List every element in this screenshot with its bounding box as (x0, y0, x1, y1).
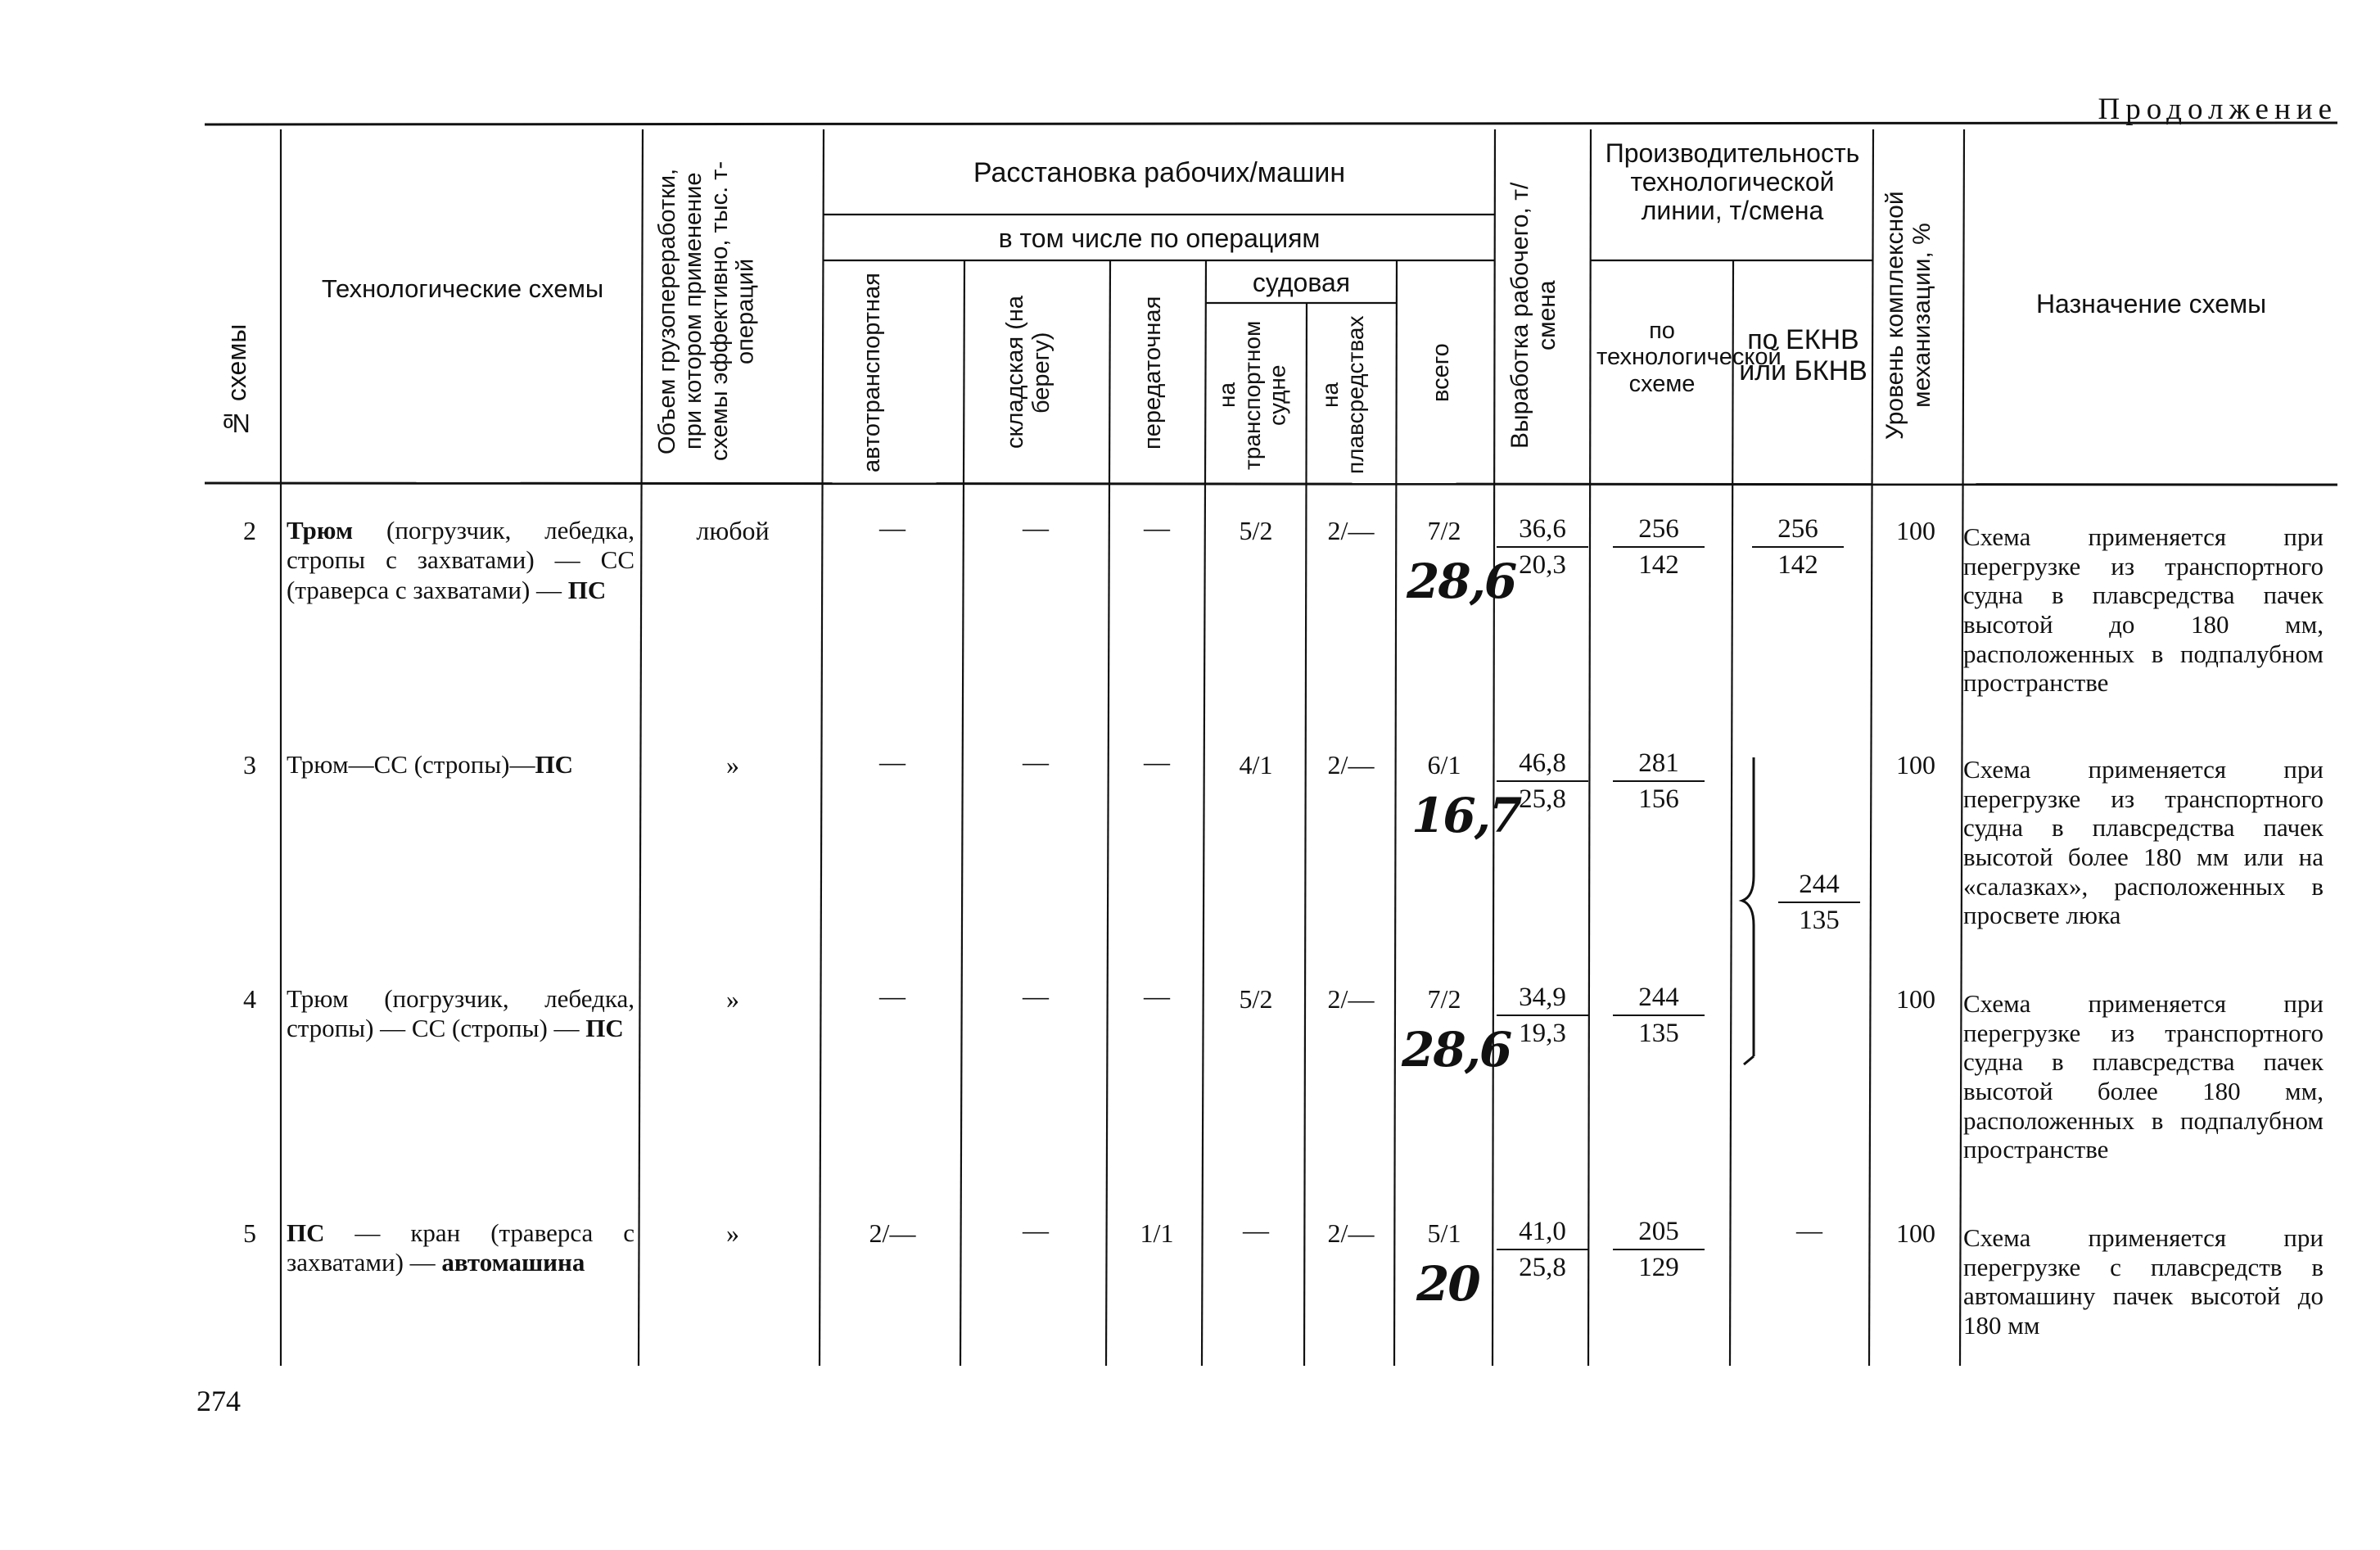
header-output: Выработка рабочего, т/смена (1506, 182, 1560, 449)
row-4-output: $\frac{34,9}{19,3}$ (1497, 983, 1588, 1049)
row-5-total: 5/1 (1427, 1218, 1461, 1248)
row-5-volume: » (726, 1218, 739, 1248)
header-incl-ops: в том числе по операциям (998, 224, 1321, 253)
header-purpose: Назначение схемы (2035, 289, 2267, 319)
row-4-productivity: $\frac{244}{135}$ (1613, 983, 1705, 1049)
header-warehouse: складская (на берегу) (1002, 296, 1055, 450)
header-productivity: Производительность технологической линии, т/смена (1605, 138, 1860, 226)
row-3-output: $\frac{46,8}{25,8}$ (1497, 748, 1588, 815)
header-tech-schemes: Технологические схемы (321, 274, 604, 303)
row-3-mech: 100 (1896, 750, 1935, 780)
header-mech-level: Уровень комплексной механизации, % (1881, 191, 1935, 440)
row-5-mech: 100 (1896, 1218, 1935, 1248)
row-2-on-ship: 5/2 (1239, 516, 1273, 545)
row-5-warehouse: — (1023, 1215, 1049, 1245)
header-scheme-number: № схемы (222, 323, 251, 438)
row-2-purpose: Схема применяется при перегрузке из транспортного судна в плавсредства пачек высотой до 180 мм, расположенных в подпалубном пространстве (1963, 522, 2324, 698)
row-4-volume: » (726, 984, 739, 1014)
row-2-eknv: $\frac{256}{142}$ (1752, 514, 1844, 581)
row-2-productivity: $\frac{256}{142}$ (1613, 514, 1705, 581)
row-5-on-floating: 2/— (1327, 1218, 1375, 1248)
header-on-transport-ship: на транспортном судне (1214, 320, 1290, 470)
row-4-transfer: — (1144, 981, 1170, 1010)
row-4-on-floating: 2/— (1327, 984, 1375, 1014)
row-2-auto: — (879, 513, 905, 542)
page-number: 274 (196, 1385, 241, 1417)
row-3-on-ship: 4/1 (1239, 750, 1273, 780)
row-5-eknv: — (1796, 1215, 1822, 1245)
row-4-tech-scheme: Трюм (погрузчик, лебедка, стропы) — СС (стропы) — ПС (287, 984, 635, 1043)
continuation-label: Продолжение (2098, 93, 2337, 126)
row-4-on-ship: 5/2 (1239, 984, 1273, 1014)
row-2-tech-scheme: Трюм (погрузчик, лебедка, стропы с захватами) — СС (траверса с захватами) — ПС (287, 516, 635, 604)
row-3-auto: — (879, 747, 905, 776)
header-volume: Объем грузопереработки, при котором применение схемы эффективно, тыс. т-операций (654, 160, 759, 462)
row-2-output: $\frac{36,6}{20,3}$ (1497, 514, 1588, 581)
header-placement: Расстановка рабочих/машин (973, 157, 1346, 188)
row-3-number: 3 (243, 750, 256, 780)
row-2-volume: любой (696, 516, 770, 545)
row-4-handwritten-note: 28,6 (1402, 1022, 1511, 1078)
row-5-on-ship: — (1243, 1215, 1269, 1245)
row-5-number: 5 (243, 1218, 256, 1248)
header-total: всего (1428, 343, 1454, 402)
row-3-transfer: — (1144, 747, 1170, 776)
header-by-eknv: по ЕКНВ или БКНВ (1739, 324, 1867, 387)
row-5-output: $\frac{41,0}{25,8}$ (1497, 1217, 1588, 1283)
row-2-total: 7/2 (1427, 516, 1461, 545)
row-3-handwritten-note: 16,7 (1411, 788, 1521, 843)
row-4-purpose: Схема применяется при перегрузке из транспортного судна в плавсредства пачек высотой более 180 мм, расположенных в подпалубном пространстве (1963, 989, 2324, 1164)
row-4-auto: — (879, 981, 905, 1010)
row-5-purpose: Схема применяется при перегрузке с плавсредств в автомашину пачек высотой до 180 мм (1963, 1223, 2324, 1340)
header-auto: автотранспортная (859, 273, 885, 472)
row-5-transfer: 1/1 (1140, 1218, 1174, 1248)
header-by-scheme: по технологической схеме (1596, 318, 1782, 397)
row-3-warehouse: — (1023, 747, 1049, 776)
row-4-total: 7/2 (1427, 984, 1461, 1014)
row-4-mech: 100 (1896, 984, 1935, 1014)
row-2-warehouse: — (1023, 513, 1049, 542)
rows-3-4-eknv-merged: $\frac{244}{135}$ (1778, 870, 1860, 936)
row-2-mech: 100 (1896, 516, 1935, 545)
row-3-purpose: Схема применяется при перегрузке из транспортного судна в плавсредства пачек высотой более 180 мм или на «салазках», расположенных в просвете люка (1963, 755, 2324, 930)
row-3-on-floating: 2/— (1327, 750, 1375, 780)
row-3-productivity: $\frac{281}{156}$ (1613, 748, 1705, 815)
row-5-auto: 2/— (869, 1218, 916, 1248)
header-on-floating: на плавсредствах (1317, 315, 1368, 475)
row-5-handwritten-note: 20 (1416, 1256, 1479, 1312)
row-5-tech-scheme: ПС — кран (траверса с захватами) — автомашина (287, 1218, 635, 1277)
row-5-productivity: $\frac{205}{129}$ (1613, 1217, 1705, 1283)
row-2-transfer: — (1144, 513, 1170, 542)
row-4-number: 4 (243, 984, 256, 1014)
row-3-volume: » (726, 750, 739, 780)
row-4-warehouse: — (1023, 981, 1049, 1010)
row-2-handwritten-note: 28,6 (1407, 554, 1516, 609)
row-3-tech-scheme: Трюм—СС (стропы)—ПС (287, 750, 573, 779)
header-transfer: передаточная (1140, 296, 1166, 450)
row-3-total: 6/1 (1427, 750, 1461, 780)
row-2-number: 2 (243, 516, 256, 545)
row-2-on-floating: 2/— (1327, 516, 1375, 545)
header-ship: судовая (1252, 268, 1351, 297)
